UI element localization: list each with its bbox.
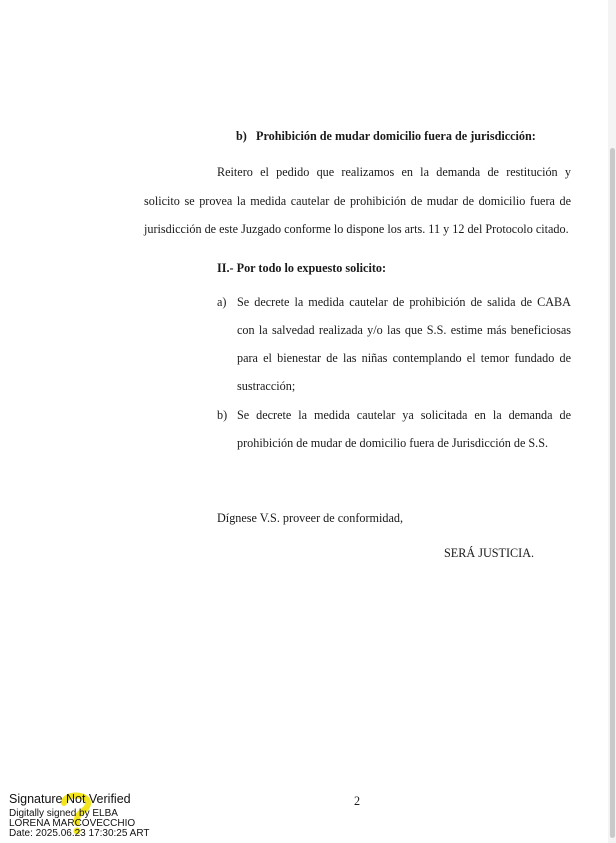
closing-request: Dígnese V.S. proveer de conformidad,	[217, 511, 404, 525]
paragraph-line-1: Reitero el pedido que realizamos en la demanda de restitución y	[217, 165, 571, 179]
item-b-line-1: Se decrete la medida cautelar ya solicitada en la demanda de	[237, 408, 571, 422]
item-a-line-3: para el bienestar de las niñas contemplando el temor fundado de	[237, 351, 571, 365]
closing-justicia: SERÁ JUSTICIA.	[444, 546, 535, 560]
section-b-marker: b)	[236, 129, 247, 143]
paragraph-line-3: jurisdicción de este Juzgado conforme lo dispone los arts. 11 y 12 del Protocolo citado.	[144, 222, 569, 236]
signature-date: Date: 2025.06.23 17:30:25 ART	[9, 828, 150, 839]
scrollbar-thumb[interactable]	[610, 148, 615, 838]
signature-signer-line-2: LORENA MARCOVECCHIO	[9, 818, 136, 829]
signature-signer-line-1: Digitally signed by ELBA	[9, 808, 118, 819]
vertical-scrollbar[interactable]	[608, 0, 616, 843]
item-b-marker: b)	[217, 408, 228, 422]
item-a-marker: a)	[217, 295, 227, 309]
page-number: 2	[354, 794, 361, 808]
section-ii-title: II.- Por todo lo expuesto solicito:	[217, 261, 387, 275]
item-a-line-1: Se decrete la medida cautelar de prohibición de salida de CABA	[237, 295, 571, 309]
item-b-line-2: prohibición de mudar de domicilio fuera de Jurisdicción de S.S.	[237, 436, 549, 450]
section-b-title: Prohibición de mudar domicilio fuera de jurisdicción:	[256, 129, 536, 143]
signature-status[interactable]: Signature Not Verified	[9, 792, 131, 806]
paragraph-line-2: solicito se provea la medida cautelar de prohibición de mudar de domicilio fuera de	[144, 194, 571, 208]
item-a-line-4: sustracción;	[237, 379, 296, 393]
item-a-line-2: con la salvedad realizada y/o las que S.S. estime más beneficiosas	[237, 323, 571, 337]
